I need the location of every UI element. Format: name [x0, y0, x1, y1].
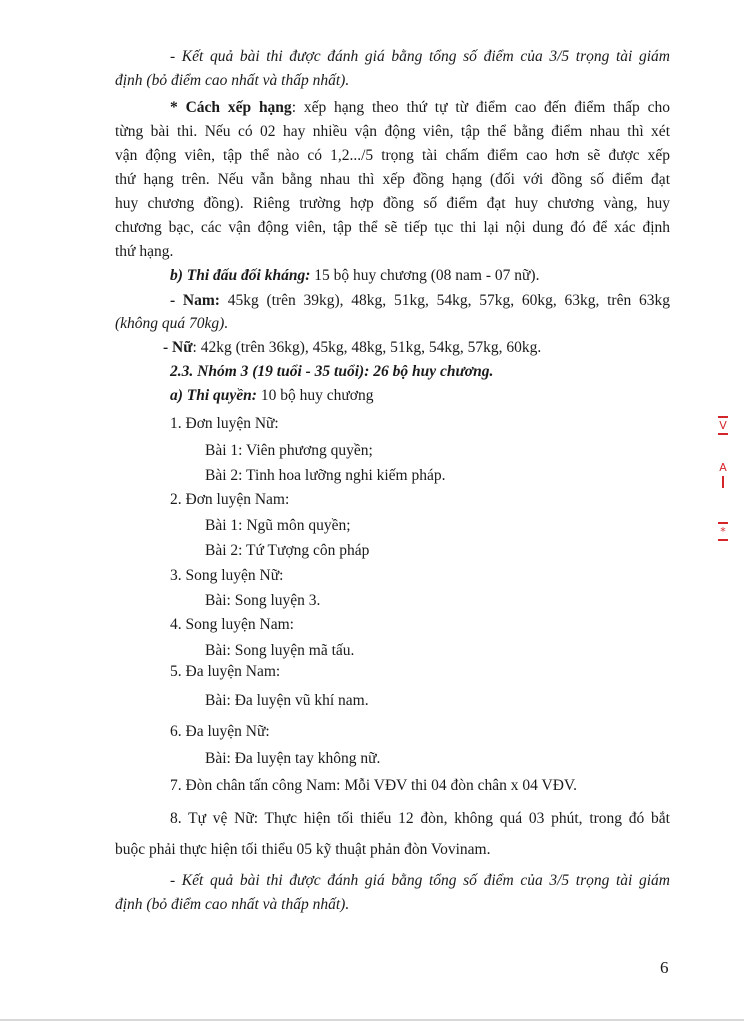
women-classes: : 42kg (trên 36kg), 45kg, 48kg, 51kg, 54kg, 57kg, 60kg.: [192, 339, 542, 356]
combat-heading-rest: 15 bộ huy chương (08 nam - 07 nữ).: [310, 267, 540, 284]
men-weight-note: (không quá 70kg).: [115, 315, 229, 332]
list-item-sub: Bài 1: Ngũ môn quyền;: [205, 517, 351, 534]
self-defense-line-1: 8. Tự vệ Nữ: Thực hiện tối thiểu 12 đòn, không quá 03 phút, trong đó bắt: [170, 810, 670, 827]
self-defense-line-2: buộc phải thực hiện tối thiểu 05 kỹ thuật phản đòn Vovinam.: [115, 841, 491, 858]
ranking-line-6: chương bạc, các vận động viên, tập thể sẽ tiếp tục thi lại nội dung đó để xác định: [115, 219, 670, 236]
ranking-line-3: vận động viên, tập thể nào có 1,2.../5 trọng tài chấm điểm cao hơn sẽ được xếp: [115, 147, 670, 164]
list-item-sub: Bài 1: Viên phương quyền;: [205, 442, 373, 459]
forms-heading-rest: 10 bộ huy chương: [256, 387, 374, 404]
list-item-title: 4. Song luyện Nam:: [170, 616, 294, 633]
list-item-title: 6. Đa luyện Nữ:: [170, 723, 270, 740]
result-note-line-2: định (bỏ điểm cao nhất và thấp nhất).: [115, 72, 350, 89]
margin-mark-a: [712, 462, 734, 488]
ranking-line-2: từng bài thi. Nếu có 02 hay nhiều vận động viên, tập thể bằng điểm nhau thì xét: [115, 123, 670, 140]
group-3-heading: 2.3. Nhóm 3 (19 tuổi - 35 tuổi): 26 bộ huy chương.: [170, 363, 494, 380]
men-classes: 45kg (trên 39kg), 48kg, 51kg, 54kg, 57kg, 60kg, 63kg, trên 63kg: [219, 292, 670, 309]
women-lead: - Nữ: [163, 339, 193, 356]
margin-mark-a-glyph: A: [719, 461, 727, 474]
forms-heading: [170, 386, 373, 406]
list-item-sub: Bài: Song luyện 3.: [205, 592, 321, 609]
final-note-line-1: - Kết quả bài thi được đánh giá bằng tổng số điểm của 3/5 trọng tài giám: [170, 872, 670, 889]
list-item-sub: Bài 2: Tứ Tượng côn pháp: [205, 542, 370, 559]
women-weight-classes: [163, 338, 541, 358]
list-item-sub: Bài: Song luyện mã tấu.: [205, 642, 355, 659]
page-number: 6: [660, 958, 669, 977]
list-item-title: 3. Song luyện Nữ:: [170, 567, 284, 584]
ranking-line-1: [170, 98, 670, 118]
ranking-line-5: huy chương đồng). Riêng trường hợp đồng số điểm đạt huy chương vàng, huy: [115, 195, 670, 212]
ranking-line-4: thứ hạng trên. Nếu vẫn bằng nhau thì xếp đồng hạng (đối với đồng số điểm đạt: [115, 171, 670, 188]
list-item-sub: Bài 2: Tinh hoa lưỡng nghi kiếm pháp.: [205, 467, 446, 484]
list-item-title: 1. Đơn luyện Nữ:: [170, 415, 279, 432]
margin-mark-v-glyph: V: [719, 419, 727, 432]
list-item-title: 2. Đơn luyện Nam:: [170, 491, 290, 508]
list-item-title: 5. Đa luyện Nam:: [170, 663, 281, 680]
combat-heading-lead: b) Thi đấu đối kháng:: [170, 267, 311, 284]
list-item-title: 7. Đòn chân tấn công Nam: Mỗi VĐV thi 04 đòn chân x 04 VĐV.: [170, 777, 577, 794]
list-item-sub: Bài: Đa luyện vũ khí nam.: [205, 692, 369, 709]
forms-heading-lead: a) Thi quyền:: [170, 387, 257, 404]
margin-mark-v: [712, 416, 734, 435]
ranking-lead: * Cách xếp hạng: [170, 99, 292, 116]
men-weight-classes: [170, 291, 670, 311]
men-lead: - Nam:: [170, 292, 220, 309]
margin-mark-star-glyph: *: [720, 525, 726, 538]
ranking-line-1-rest: : xếp hạng theo thứ tự từ điểm cao đến điểm thấp cho: [291, 99, 670, 116]
scan-edge: [0, 1019, 744, 1021]
combat-heading: [170, 266, 539, 286]
result-note-line-1: - Kết quả bài thi được đánh giá bằng tổng số điểm của 3/5 trọng tài giám: [170, 48, 670, 65]
list-item-sub: Bài: Đa luyện tay không nữ.: [205, 750, 381, 767]
final-note-line-2: định (bỏ điểm cao nhất và thấp nhất).: [115, 896, 350, 913]
margin-mark-star: [712, 522, 734, 541]
ranking-line-7: thứ hạng.: [115, 243, 174, 260]
